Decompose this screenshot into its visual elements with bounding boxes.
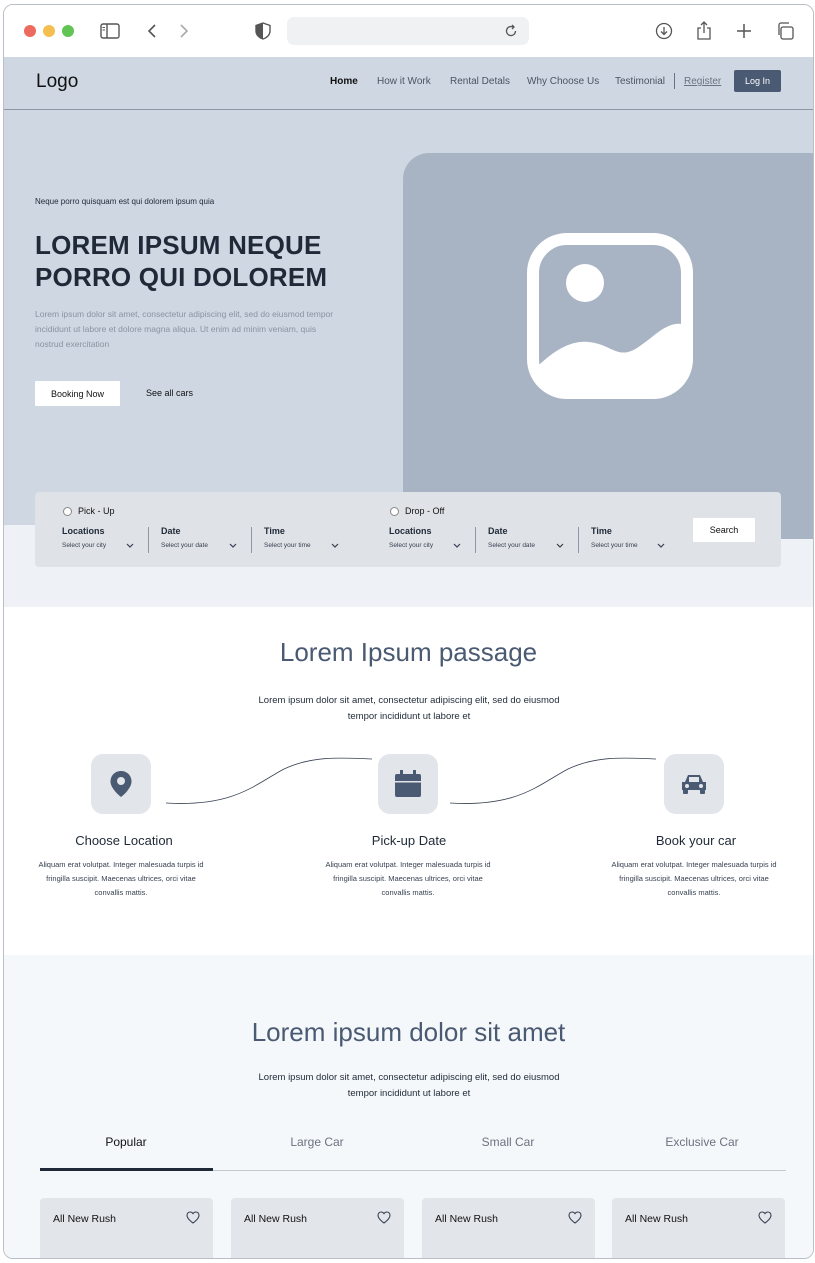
browser-toolbar <box>4 5 813 58</box>
field-label: Time <box>264 526 285 536</box>
car-card-title: All New Rush <box>625 1213 689 1225</box>
hero-description: Lorem ipsum dolor sit amet, consectetur adipiscing elit, sed do eiusmod tempor incididunt ut labore et dolore magna aliqua. Ut enim ad minim veniam, quis nostrud exercitation <box>35 309 334 349</box>
pickup-radio[interactable] <box>63 506 115 516</box>
field-value: Select your time <box>264 542 311 549</box>
field-value: Select your city <box>62 542 107 549</box>
step-title: Pick-up Date <box>371 833 447 848</box>
pickup-time-field[interactable] <box>264 526 311 549</box>
nav-link-home[interactable]: Home <box>330 76 358 87</box>
tab-overview-icon[interactable] <box>773 19 797 43</box>
chevron-down-icon[interactable] <box>126 543 134 549</box>
image-placeholder-icon <box>527 233 693 399</box>
calendar-icon <box>394 770 422 798</box>
field-value: Select your date <box>161 542 208 549</box>
see-all-cars-link[interactable]: See all cars <box>146 388 194 398</box>
cars-section-subtitle: Lorem ipsum dolor sit amet, consectetur adipiscing elit, sed do eiusmod tempor incididunt ut labore et <box>258 1072 560 1099</box>
sidebar-toggle-icon[interactable] <box>98 19 122 43</box>
tab-large-car[interactable]: Large Car <box>290 1135 344 1149</box>
dropoff-time-field[interactable] <box>591 526 638 549</box>
field-divider <box>578 527 579 553</box>
new-tab-icon[interactable] <box>732 19 756 43</box>
maximize-window-button[interactable] <box>62 25 74 37</box>
booking-now-button[interactable]: Booking Now <box>35 381 120 406</box>
nav-link-rental-details[interactable]: Rental Detals <box>450 76 511 87</box>
browser-window <box>3 4 814 1259</box>
chevron-down-icon[interactable] <box>657 543 665 549</box>
field-label: Time <box>591 526 612 536</box>
step-description: Aliquam erat volutpat. Integer malesuada turpis id fringilla suscipit. Maecenas ultrices, orci vitae convallis mattis. <box>611 860 777 897</box>
heart-icon[interactable] <box>377 1211 391 1224</box>
steps-section-title: Lorem Ipsum passage <box>279 637 538 667</box>
nav-link-why-choose-us[interactable]: Why Choose Us <box>527 76 600 87</box>
steps-section-subtitle: Lorem ipsum dolor sit amet, consectetur adipiscing elit, sed do eiusmod tempor incididunt ut labore et <box>258 695 560 722</box>
cars-section-title: Lorem ipsum dolor sit amet <box>251 1017 566 1047</box>
step-description: Aliquam erat volutpat. Integer malesuada turpis id fringilla suscipit. Maecenas ultrices, orci vitae convallis mattis. <box>325 860 491 897</box>
radio-circle[interactable] <box>390 507 399 516</box>
chevron-down-icon[interactable] <box>229 543 237 549</box>
step-icon-tile <box>378 754 438 814</box>
field-label: Locations <box>389 526 432 536</box>
step-title: Choose Location <box>75 833 173 848</box>
close-window-button[interactable] <box>24 25 36 37</box>
heart-icon[interactable] <box>568 1211 582 1224</box>
booking-search-panel <box>35 492 781 567</box>
chevron-down-icon[interactable] <box>453 543 461 549</box>
field-label: Locations <box>62 526 105 536</box>
car-card[interactable] <box>612 1198 785 1258</box>
site-navbar <box>4 57 813 110</box>
dropoff-radio[interactable] <box>390 506 444 516</box>
car-card-title: All New Rush <box>53 1213 117 1225</box>
car-card-title: All New Rush <box>435 1213 499 1225</box>
step-title: Book your car <box>655 833 737 848</box>
register-link[interactable]: Register <box>684 76 722 87</box>
field-label: Date <box>488 526 508 536</box>
field-value: Select your time <box>591 542 638 549</box>
step-icon-tile <box>91 754 151 814</box>
step-icon-tile <box>664 754 724 814</box>
active-tab-indicator <box>40 1168 213 1171</box>
search-button[interactable]: Search <box>693 518 755 542</box>
field-value: Select your date <box>488 542 535 549</box>
connector-curve <box>164 755 374 810</box>
radio-circle[interactable] <box>63 507 72 516</box>
heart-icon[interactable] <box>186 1211 200 1224</box>
nav-link-testimonial[interactable]: Testimonial <box>615 76 666 87</box>
car-card-title: All New Rush <box>244 1213 308 1225</box>
car-icon <box>680 773 708 795</box>
field-divider <box>475 527 476 553</box>
download-icon[interactable] <box>652 19 676 43</box>
pickup-location-field[interactable] <box>62 526 106 549</box>
dropoff-date-field[interactable] <box>488 526 535 549</box>
step-description: Aliquam erat volutpat. Integer malesuada turpis id fringilla suscipit. Maecenas ultrices, orci vitae convallis mattis. <box>38 860 204 897</box>
dropoff-location-field[interactable] <box>389 526 433 549</box>
hero-image-placeholder <box>403 153 813 539</box>
field-divider <box>148 527 149 553</box>
nav-link-how-it-work[interactable]: How it Work <box>377 76 431 87</box>
dropoff-label: Drop - Off <box>405 506 445 516</box>
tab-popular[interactable]: Popular <box>105 1135 147 1149</box>
pickup-label: Pick - Up <box>78 506 115 516</box>
share-icon[interactable] <box>692 19 716 43</box>
shield-icon[interactable] <box>251 19 275 43</box>
reload-icon[interactable] <box>499 19 523 43</box>
pickup-date-field[interactable] <box>161 526 208 549</box>
car-card[interactable] <box>422 1198 595 1258</box>
field-label: Date <box>161 526 181 536</box>
tab-exclusive-car[interactable]: Exclusive Car <box>665 1135 739 1149</box>
chevron-down-icon[interactable] <box>556 543 564 549</box>
forward-icon[interactable] <box>172 19 196 43</box>
address-bar[interactable] <box>287 17 529 45</box>
nav-divider <box>674 73 675 89</box>
field-divider <box>251 527 252 553</box>
location-pin-icon <box>109 770 133 798</box>
minimize-window-button[interactable] <box>43 25 55 37</box>
site-logo[interactable]: Logo <box>36 71 79 92</box>
connector-curve <box>448 755 658 810</box>
login-button[interactable]: Log In <box>734 70 781 92</box>
field-value: Select your city <box>389 542 434 549</box>
chevron-down-icon[interactable] <box>331 543 339 549</box>
car-card[interactable] <box>231 1198 404 1258</box>
hero-eyebrow: Neque porro quisquam est qui dolorem ipsum quia <box>35 197 215 206</box>
back-icon[interactable] <box>140 19 164 43</box>
tab-small-car[interactable]: Small Car <box>481 1135 535 1149</box>
heart-icon[interactable] <box>758 1211 772 1224</box>
car-card[interactable] <box>40 1198 213 1258</box>
hero-headline: LOREM IPSUM NEQUE PORRO QUI DOLOREM <box>35 230 328 292</box>
